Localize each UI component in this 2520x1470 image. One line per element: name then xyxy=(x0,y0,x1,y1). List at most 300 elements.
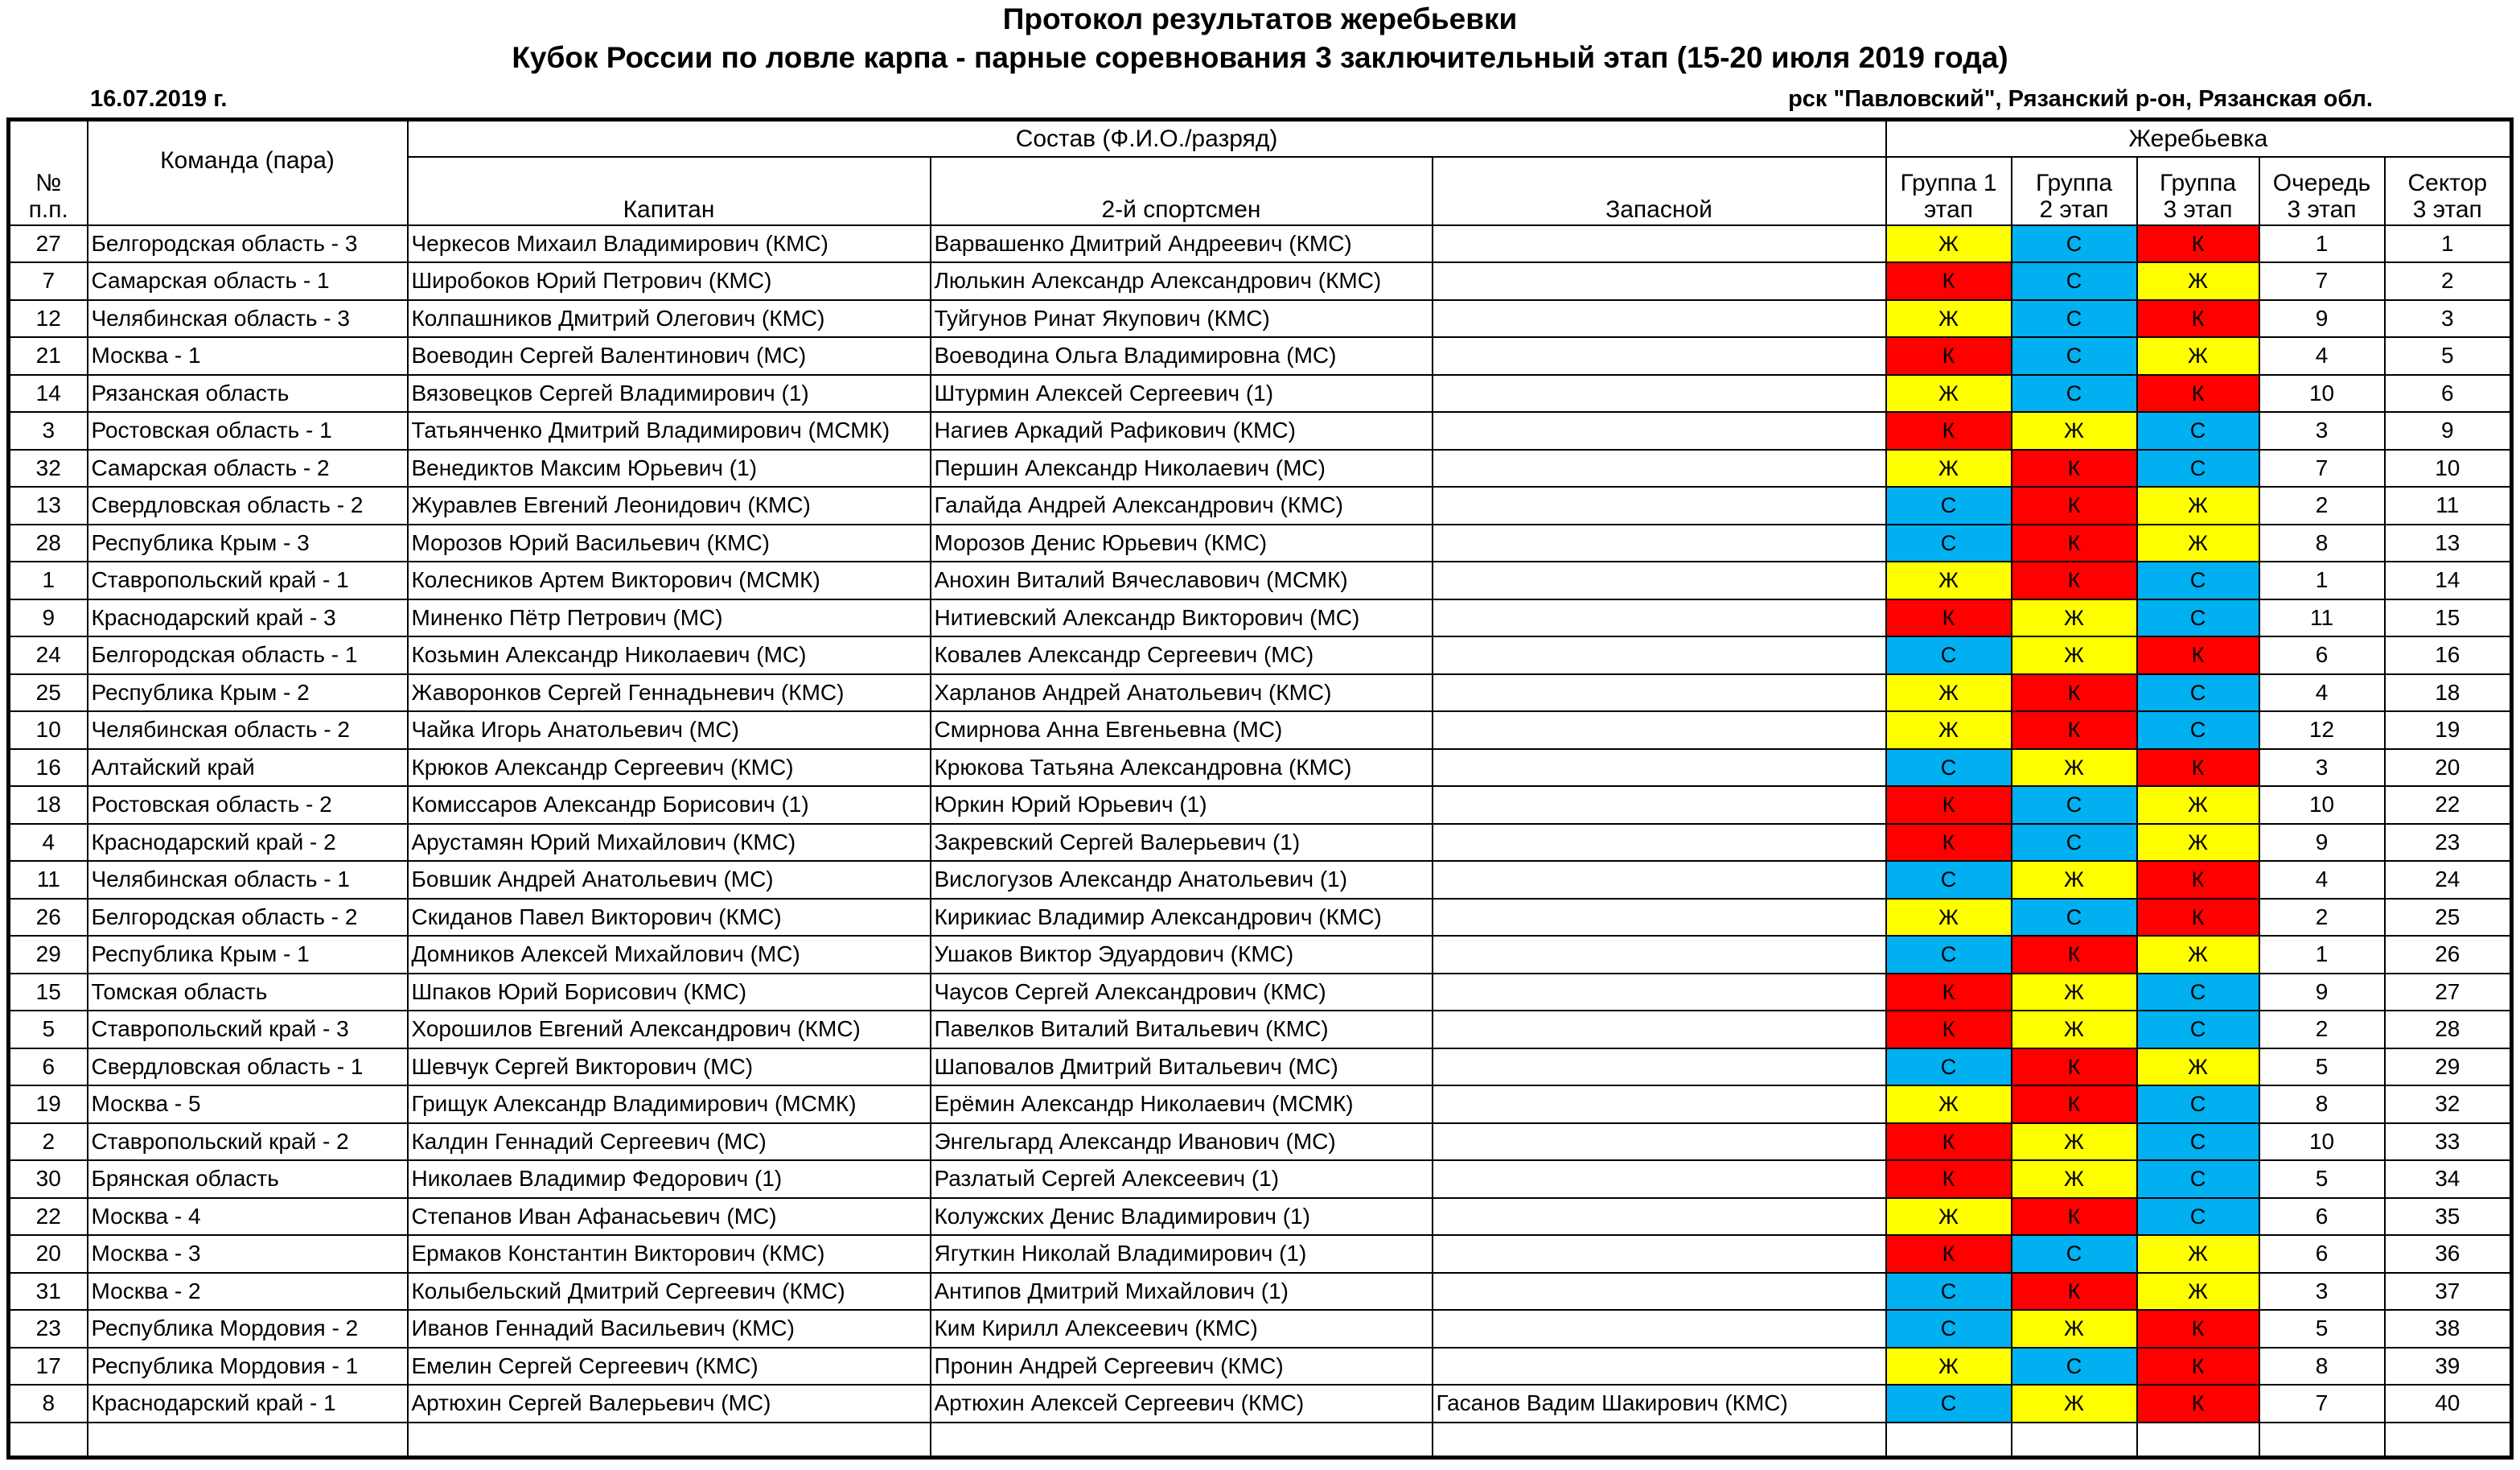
group1-cell: С xyxy=(1886,1273,2012,1311)
sector-cell: 39 xyxy=(2385,1348,2512,1386)
sector-cell: 35 xyxy=(2385,1198,2512,1236)
group3-cell: С xyxy=(2137,1085,2259,1123)
group3-cell: К xyxy=(2137,300,2259,338)
table-row xyxy=(9,749,2512,787)
table-row xyxy=(9,412,2512,450)
queue-cell: 7 xyxy=(2259,450,2385,488)
row-num-cell: 12 xyxy=(9,300,88,338)
reserve-cell xyxy=(1433,899,1886,937)
sector-cell: 27 xyxy=(2385,974,2512,1011)
group2-cell: С xyxy=(2012,824,2137,862)
team-cell: Республика Крым - 2 xyxy=(88,674,408,712)
row-num-cell: 4 xyxy=(9,824,88,862)
group3-cell: К xyxy=(2137,749,2259,787)
col-header-group2: Группа 2 этап xyxy=(2012,157,2137,225)
second-athlete-cell: Разлатый Сергей Алексеевич (1) xyxy=(931,1160,1433,1198)
sector-cell: 13 xyxy=(2385,525,2512,562)
team-cell: Челябинская область - 3 xyxy=(88,300,408,338)
sector-cell: 32 xyxy=(2385,1085,2512,1123)
group1-cell: К xyxy=(1886,1011,2012,1048)
group3-cell: К xyxy=(2137,1310,2259,1348)
team-cell: Москва - 1 xyxy=(88,337,408,375)
reserve-cell xyxy=(1433,1048,1886,1086)
table-row xyxy=(9,337,2512,375)
group1-cell: К xyxy=(1886,974,2012,1011)
table-row xyxy=(9,1011,2512,1048)
captain-cell: Иванов Геннадий Васильевич (КМС) xyxy=(408,1310,931,1348)
reserve-cell xyxy=(1433,936,1886,974)
draw-results-table xyxy=(6,117,2514,1460)
sector-cell: 3 xyxy=(2385,300,2512,338)
row-num-cell: 24 xyxy=(9,636,88,674)
group1-cell: С xyxy=(1886,525,2012,562)
reserve-cell xyxy=(1433,1235,1886,1273)
team-cell: Челябинская область - 1 xyxy=(88,861,408,899)
sector-cell: 36 xyxy=(2385,1235,2512,1273)
team-cell: Ставропольский край - 2 xyxy=(88,1123,408,1161)
table-row xyxy=(9,1198,2512,1236)
captain-cell: Шпаков Юрий Борисович (КМС) xyxy=(408,974,931,1011)
second-athlete-cell: Нагиев Аркадий Рафикович (КМС) xyxy=(931,412,1433,450)
group2-cell: К xyxy=(2012,525,2137,562)
group2-cell: Ж xyxy=(2012,599,2137,637)
team-cell: Ставропольский край - 1 xyxy=(88,562,408,599)
sector-cell: 14 xyxy=(2385,562,2512,599)
table-row xyxy=(9,300,2512,338)
second-athlete-cell: Воеводина Ольга Владимировна (МС) xyxy=(931,337,1433,375)
group3-cell: Ж xyxy=(2137,525,2259,562)
sector-cell: 22 xyxy=(2385,786,2512,824)
table-row xyxy=(9,711,2512,749)
col-header-num: № п.п. xyxy=(9,120,88,225)
second-athlete-cell: Люлькин Александр Александрович (КМС) xyxy=(931,262,1433,300)
captain-cell: Чайка Игорь Анатольевич (МС) xyxy=(408,711,931,749)
empty-cell xyxy=(931,1423,1433,1458)
group3-cell: С xyxy=(2137,450,2259,488)
row-num-cell: 6 xyxy=(9,1048,88,1086)
table-row xyxy=(9,525,2512,562)
reserve-cell xyxy=(1433,562,1886,599)
col-header-roster: Состав (Ф.И.О./разряд) xyxy=(408,120,1886,157)
group3-cell: С xyxy=(2137,711,2259,749)
group1-cell: Ж xyxy=(1886,450,2012,488)
queue-cell: 11 xyxy=(2259,599,2385,637)
reserve-cell xyxy=(1433,450,1886,488)
second-athlete-cell: Ерёмин Александр Николаевич (МСМК) xyxy=(931,1085,1433,1123)
sector-cell: 37 xyxy=(2385,1273,2512,1311)
table-row xyxy=(9,636,2512,674)
row-num-cell: 2 xyxy=(9,1123,88,1161)
sector-cell: 25 xyxy=(2385,899,2512,937)
table-row xyxy=(9,1385,2512,1423)
sector-cell: 23 xyxy=(2385,824,2512,862)
group3-cell: К xyxy=(2137,636,2259,674)
second-athlete-cell: Вислогузов Александр Анатольевич (1) xyxy=(931,861,1433,899)
group3-cell: С xyxy=(2137,1011,2259,1048)
second-athlete-cell: Шаповалов Дмитрий Витальевич (МС) xyxy=(931,1048,1433,1086)
table-row xyxy=(9,861,2512,899)
captain-cell: Татьянченко Дмитрий Владимирович (МСМК) xyxy=(408,412,931,450)
row-num-cell: 29 xyxy=(9,936,88,974)
captain-cell: Колыбельский Дмитрий Сергеевич (КМС) xyxy=(408,1273,931,1311)
second-athlete-cell: Анохин Виталий Вячеславович (МСМК) xyxy=(931,562,1433,599)
table-row xyxy=(9,674,2512,712)
row-num-cell: 25 xyxy=(9,674,88,712)
group3-cell: С xyxy=(2137,1198,2259,1236)
protocol-date: 16.07.2019 г. xyxy=(90,86,228,112)
sector-cell: 9 xyxy=(2385,412,2512,450)
sector-cell: 10 xyxy=(2385,450,2512,488)
empty-cell xyxy=(2259,1423,2385,1458)
reserve-cell xyxy=(1433,599,1886,637)
queue-cell: 7 xyxy=(2259,262,2385,300)
captain-cell: Арустамян Юрий Михайлович (КМС) xyxy=(408,824,931,862)
team-cell: Белгородская область - 1 xyxy=(88,636,408,674)
document-title: Протокол результатов жеребьевки xyxy=(1002,2,1518,35)
empty-cell xyxy=(408,1423,931,1458)
table-row xyxy=(9,1235,2512,1273)
captain-cell: Комиссаров Александр Борисович (1) xyxy=(408,786,931,824)
row-num-cell: 16 xyxy=(9,749,88,787)
reserve-cell xyxy=(1433,337,1886,375)
second-athlete-cell: Нитиевский Александр Викторович (МС) xyxy=(931,599,1433,637)
second-athlete-cell: Варвашенко Дмитрий Андреевич (КМС) xyxy=(931,225,1433,263)
table-row xyxy=(9,974,2512,1011)
reserve-cell xyxy=(1433,1085,1886,1123)
queue-cell: 2 xyxy=(2259,1011,2385,1048)
row-num-cell: 32 xyxy=(9,450,88,488)
reserve-cell xyxy=(1433,1273,1886,1311)
table-row xyxy=(9,786,2512,824)
row-num-cell: 8 xyxy=(9,1385,88,1423)
queue-cell: 5 xyxy=(2259,1310,2385,1348)
group2-cell: Ж xyxy=(2012,974,2137,1011)
team-cell: Челябинская область - 2 xyxy=(88,711,408,749)
group2-cell: К xyxy=(2012,562,2137,599)
group3-cell: К xyxy=(2137,1348,2259,1386)
queue-cell: 4 xyxy=(2259,674,2385,712)
reserve-cell xyxy=(1433,824,1886,862)
group2-cell: С xyxy=(2012,300,2137,338)
group2-cell: С xyxy=(2012,225,2137,263)
second-athlete-cell: Ушаков Виктор Эдуардович (КМС) xyxy=(931,936,1433,974)
empty-cell xyxy=(2137,1423,2259,1458)
empty-cell xyxy=(9,1423,88,1458)
second-athlete-cell: Колужских Денис Владимирович (1) xyxy=(931,1198,1433,1236)
queue-cell: 8 xyxy=(2259,525,2385,562)
sector-cell: 11 xyxy=(2385,487,2512,525)
group2-cell: К xyxy=(2012,1273,2137,1311)
group2-cell: К xyxy=(2012,674,2137,712)
queue-cell: 6 xyxy=(2259,1198,2385,1236)
second-athlete-cell: Штурмин Алексей Сергеевич (1) xyxy=(931,375,1433,413)
row-num-cell: 21 xyxy=(9,337,88,375)
sector-cell: 20 xyxy=(2385,749,2512,787)
group3-cell: С xyxy=(2137,674,2259,712)
second-athlete-cell: Павелков Виталий Витальевич (КМС) xyxy=(931,1011,1433,1048)
empty-cell xyxy=(1433,1423,1886,1458)
group2-cell: Ж xyxy=(2012,412,2137,450)
second-athlete-cell: Смирнова Анна Евгеньевна (МС) xyxy=(931,711,1433,749)
sector-cell: 16 xyxy=(2385,636,2512,674)
reserve-cell xyxy=(1433,674,1886,712)
group2-cell: С xyxy=(2012,375,2137,413)
document-subtitle: Кубок России по ловле карпа - парные соревнования 3 заключительный этап (15-20 июля 2019 года) xyxy=(512,41,2008,74)
captain-cell: Ермаков Константин Викторович (КМС) xyxy=(408,1235,931,1273)
group1-cell: С xyxy=(1886,636,2012,674)
group3-cell: Ж xyxy=(2137,786,2259,824)
team-cell: Краснодарский край - 3 xyxy=(88,599,408,637)
reserve-cell xyxy=(1433,636,1886,674)
queue-cell: 9 xyxy=(2259,300,2385,338)
table-row xyxy=(9,824,2512,862)
team-cell: Белгородская область - 3 xyxy=(88,225,408,263)
second-athlete-cell: Морозов Денис Юрьевич (КМС) xyxy=(931,525,1433,562)
table-row xyxy=(9,1310,2512,1348)
reserve-cell xyxy=(1433,1310,1886,1348)
queue-cell: 4 xyxy=(2259,861,2385,899)
table-row xyxy=(9,375,2512,413)
group1-cell: Ж xyxy=(1886,674,2012,712)
captain-cell: Грищук Александр Владимирович (МСМК) xyxy=(408,1085,931,1123)
sector-cell: 19 xyxy=(2385,711,2512,749)
group2-cell: С xyxy=(2012,1235,2137,1273)
reserve-cell xyxy=(1433,375,1886,413)
captain-cell: Венедиктов Максим Юрьевич (1) xyxy=(408,450,931,488)
group1-cell: С xyxy=(1886,861,2012,899)
group1-cell: К xyxy=(1886,412,2012,450)
queue-cell: 10 xyxy=(2259,375,2385,413)
group1-cell: Ж xyxy=(1886,1085,2012,1123)
team-cell: Москва - 5 xyxy=(88,1085,408,1123)
team-cell: Ставропольский край - 3 xyxy=(88,1011,408,1048)
team-cell: Ростовская область - 1 xyxy=(88,412,408,450)
reserve-cell xyxy=(1433,1160,1886,1198)
group2-cell: К xyxy=(2012,711,2137,749)
sector-cell: 28 xyxy=(2385,1011,2512,1048)
row-num-cell: 11 xyxy=(9,861,88,899)
row-num-cell: 7 xyxy=(9,262,88,300)
group1-cell: Ж xyxy=(1886,711,2012,749)
reserve-cell xyxy=(1433,487,1886,525)
second-athlete-cell: Артюхин Алексей Сергеевич (КМС) xyxy=(931,1385,1433,1423)
team-cell: Республика Крым - 3 xyxy=(88,525,408,562)
group1-cell: К xyxy=(1886,262,2012,300)
team-cell: Свердловская область - 2 xyxy=(88,487,408,525)
second-athlete-cell: Энгельгард Александр Иванович (МС) xyxy=(931,1123,1433,1161)
row-num-cell: 20 xyxy=(9,1235,88,1273)
second-athlete-cell: Ковалев Александр Сергеевич (МС) xyxy=(931,636,1433,674)
group1-cell: К xyxy=(1886,1123,2012,1161)
table-row xyxy=(9,1273,2512,1311)
sector-cell: 24 xyxy=(2385,861,2512,899)
team-cell: Рязанская область xyxy=(88,375,408,413)
queue-cell: 3 xyxy=(2259,412,2385,450)
group1-cell: С xyxy=(1886,487,2012,525)
empty-row xyxy=(9,1423,2512,1458)
row-num-cell: 14 xyxy=(9,375,88,413)
group1-cell: К xyxy=(1886,786,2012,824)
group1-cell: С xyxy=(1886,1385,2012,1423)
group3-cell: Ж xyxy=(2137,1048,2259,1086)
sector-cell: 5 xyxy=(2385,337,2512,375)
queue-cell: 3 xyxy=(2259,1273,2385,1311)
queue-cell: 8 xyxy=(2259,1348,2385,1386)
group3-cell: Ж xyxy=(2137,1273,2259,1311)
group2-cell: К xyxy=(2012,450,2137,488)
reserve-cell xyxy=(1433,1011,1886,1048)
captain-cell: Хорошилов Евгений Александрович (КМС) xyxy=(408,1011,931,1048)
group1-cell: К xyxy=(1886,824,2012,862)
reserve-cell xyxy=(1433,1198,1886,1236)
row-num-cell: 10 xyxy=(9,711,88,749)
team-cell: Брянская область xyxy=(88,1160,408,1198)
sector-cell: 40 xyxy=(2385,1385,2512,1423)
table-row xyxy=(9,1123,2512,1161)
group2-cell: Ж xyxy=(2012,1011,2137,1048)
group3-cell: Ж xyxy=(2137,262,2259,300)
captain-cell: Вязовецков Сергей Владимирович (1) xyxy=(408,375,931,413)
group3-cell: Ж xyxy=(2137,1235,2259,1273)
group1-cell: Ж xyxy=(1886,225,2012,263)
reserve-cell xyxy=(1433,262,1886,300)
table-row xyxy=(9,225,2512,263)
group3-cell: Ж xyxy=(2137,824,2259,862)
venue: рск "Павловский", Рязанский р-он, Рязанская обл. xyxy=(1788,86,2373,112)
captain-cell: Морозов Юрий Васильевич (КМС) xyxy=(408,525,931,562)
group1-cell: К xyxy=(1886,1235,2012,1273)
group3-cell: К xyxy=(2137,861,2259,899)
queue-cell: 5 xyxy=(2259,1160,2385,1198)
reserve-cell xyxy=(1433,711,1886,749)
group2-cell: К xyxy=(2012,1085,2137,1123)
table-row xyxy=(9,1160,2512,1198)
sector-cell: 34 xyxy=(2385,1160,2512,1198)
queue-cell: 8 xyxy=(2259,1085,2385,1123)
col-header-reserve: Запасной xyxy=(1433,157,1886,225)
queue-cell: 6 xyxy=(2259,636,2385,674)
sector-cell: 33 xyxy=(2385,1123,2512,1161)
group1-cell: Ж xyxy=(1886,1198,2012,1236)
group2-cell: Ж xyxy=(2012,1310,2137,1348)
team-cell: Белгородская область - 2 xyxy=(88,899,408,937)
queue-cell: 10 xyxy=(2259,1123,2385,1161)
group3-cell: С xyxy=(2137,1160,2259,1198)
second-athlete-cell: Юркин Юрий Юрьевич (1) xyxy=(931,786,1433,824)
table-row xyxy=(9,1048,2512,1086)
col-header-second: 2-й спортсмен xyxy=(931,157,1433,225)
table-row xyxy=(9,599,2512,637)
empty-cell xyxy=(2012,1423,2137,1458)
second-athlete-cell: Антипов Дмитрий Михайлович (1) xyxy=(931,1273,1433,1311)
group1-cell: Ж xyxy=(1886,375,2012,413)
team-cell: Краснодарский край - 2 xyxy=(88,824,408,862)
group1-cell: С xyxy=(1886,1048,2012,1086)
reserve-cell xyxy=(1433,225,1886,263)
row-num-cell: 19 xyxy=(9,1085,88,1123)
group2-cell: К xyxy=(2012,1048,2137,1086)
table-row xyxy=(9,899,2512,937)
captain-cell: Крюков Александр Сергеевич (КМС) xyxy=(408,749,931,787)
col-header-queue: Очередь 3 этап xyxy=(2259,157,2385,225)
sector-cell: 18 xyxy=(2385,674,2512,712)
captain-cell: Емелин Сергей Сергеевич (КМС) xyxy=(408,1348,931,1386)
reserve-cell xyxy=(1433,1123,1886,1161)
second-athlete-cell: Крюкова Татьяна Александровна (КМС) xyxy=(931,749,1433,787)
queue-cell: 1 xyxy=(2259,936,2385,974)
group2-cell: С xyxy=(2012,1348,2137,1386)
second-athlete-cell: Пронин Андрей Сергеевич (КМС) xyxy=(931,1348,1433,1386)
reserve-cell xyxy=(1433,786,1886,824)
group3-cell: К xyxy=(2137,225,2259,263)
team-cell: Самарская область - 1 xyxy=(88,262,408,300)
queue-cell: 7 xyxy=(2259,1385,2385,1423)
captain-cell: Колпашников Дмитрий Олегович (КМС) xyxy=(408,300,931,338)
row-num-cell: 26 xyxy=(9,899,88,937)
second-athlete-cell: Першин Александр Николаевич (МС) xyxy=(931,450,1433,488)
row-num-cell: 23 xyxy=(9,1310,88,1348)
captain-cell: Калдин Геннадий Сергеевич (МС) xyxy=(408,1123,931,1161)
group3-cell: Ж xyxy=(2137,487,2259,525)
reserve-cell xyxy=(1433,861,1886,899)
group1-cell: С xyxy=(1886,749,2012,787)
group2-cell: К xyxy=(2012,936,2137,974)
captain-cell: Воеводин Сергей Валентинович (МС) xyxy=(408,337,931,375)
queue-cell: 10 xyxy=(2259,786,2385,824)
team-cell: Москва - 2 xyxy=(88,1273,408,1311)
row-num-cell: 28 xyxy=(9,525,88,562)
col-header-group1: Группа 1 этап xyxy=(1886,157,2012,225)
second-athlete-cell: Харланов Андрей Анатольевич (КМС) xyxy=(931,674,1433,712)
reserve-cell xyxy=(1433,525,1886,562)
table-row xyxy=(9,562,2512,599)
table-row xyxy=(9,1348,2512,1386)
group3-cell: К xyxy=(2137,1385,2259,1423)
second-athlete-cell: Кирикиас Владимир Александрович (КМС) xyxy=(931,899,1433,937)
table-row xyxy=(9,450,2512,488)
captain-cell: Козьмин Александр Николаевич (МС) xyxy=(408,636,931,674)
team-cell: Томская область xyxy=(88,974,408,1011)
row-num-cell: 13 xyxy=(9,487,88,525)
captain-cell: Бовшик Андрей Анатольевич (МС) xyxy=(408,861,931,899)
reserve-cell xyxy=(1433,1348,1886,1386)
group2-cell: Ж xyxy=(2012,1385,2137,1423)
group3-cell: Ж xyxy=(2137,337,2259,375)
sector-cell: 29 xyxy=(2385,1048,2512,1086)
row-num-cell: 17 xyxy=(9,1348,88,1386)
sector-cell: 26 xyxy=(2385,936,2512,974)
sector-cell: 1 xyxy=(2385,225,2512,263)
queue-cell: 1 xyxy=(2259,225,2385,263)
group2-cell: С xyxy=(2012,786,2137,824)
second-athlete-cell: Закревский Сергей Валерьевич (1) xyxy=(931,824,1433,862)
queue-cell: 5 xyxy=(2259,1048,2385,1086)
team-cell: Республика Мордовия - 2 xyxy=(88,1310,408,1348)
empty-cell xyxy=(2385,1423,2512,1458)
row-num-cell: 9 xyxy=(9,599,88,637)
group1-cell: К xyxy=(1886,599,2012,637)
team-cell: Республика Мордовия - 1 xyxy=(88,1348,408,1386)
queue-cell: 12 xyxy=(2259,711,2385,749)
captain-cell: Журавлев Евгений Леонидович (КМС) xyxy=(408,487,931,525)
second-athlete-cell: Чаусов Сергей Александрович (КМС) xyxy=(931,974,1433,1011)
captain-cell: Николаев Владимир Федорович (1) xyxy=(408,1160,931,1198)
table-row xyxy=(9,487,2512,525)
row-num-cell: 3 xyxy=(9,412,88,450)
group3-cell: К xyxy=(2137,899,2259,937)
row-num-cell: 22 xyxy=(9,1198,88,1236)
col-header-draw: Жеребьевка xyxy=(1886,120,2512,157)
